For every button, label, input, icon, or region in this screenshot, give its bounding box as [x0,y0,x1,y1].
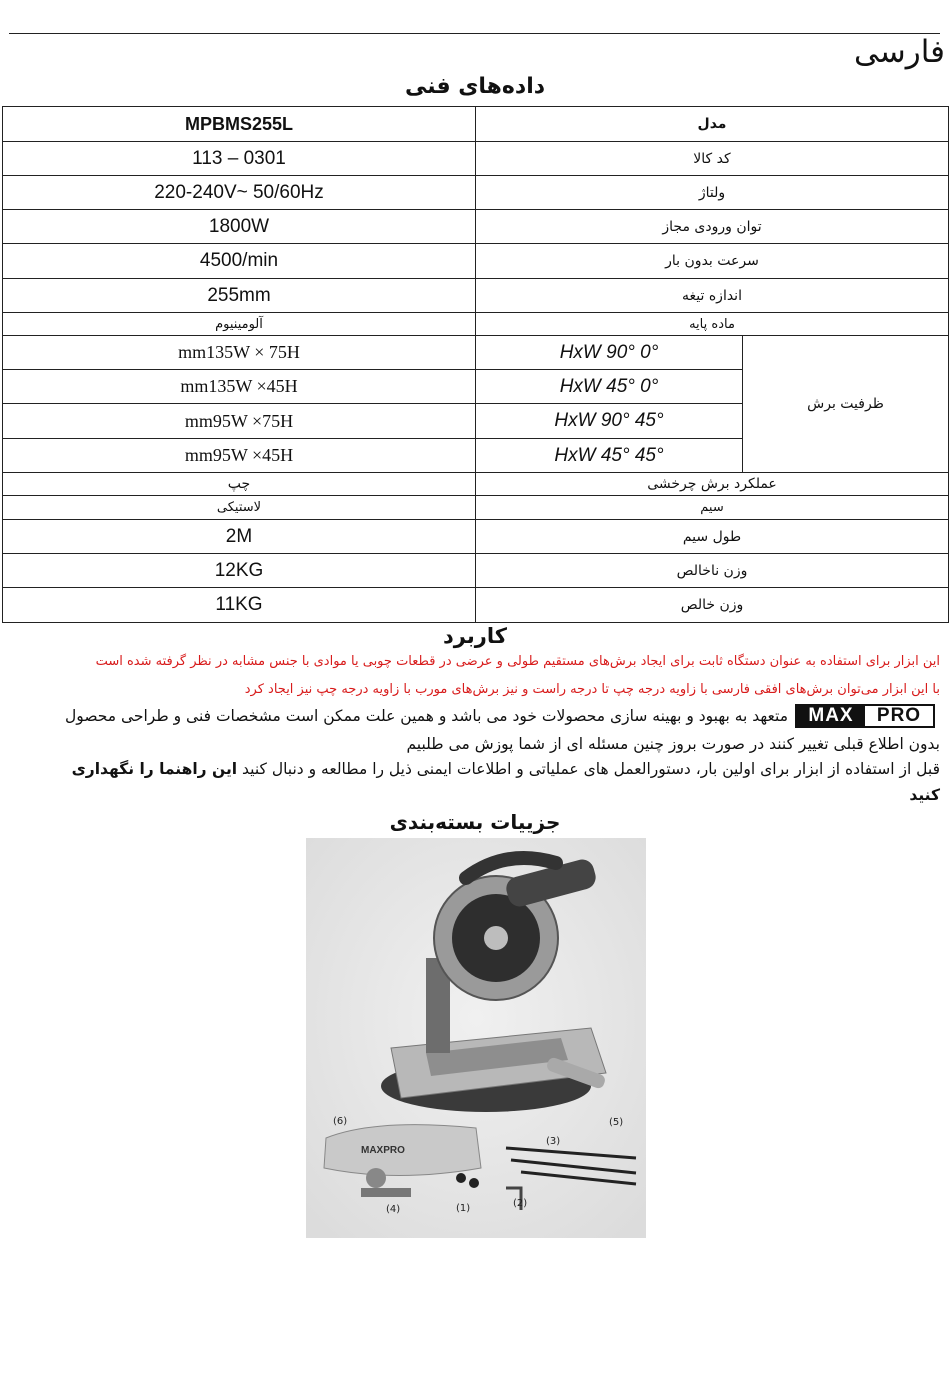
cable-label: سیم [476,496,949,520]
logo-pro: PRO [865,706,933,726]
maxpro-logo [795,704,935,728]
power-value: 1800W [3,210,476,244]
cable-length-label: طول سیم [476,520,949,554]
part-knob [456,1173,466,1183]
base-value: آلومینیوم [3,313,476,336]
package-photo [306,838,646,1238]
top-rule [9,33,940,34]
table-row [3,336,949,370]
table-row [3,279,949,313]
capacity-angle: HxW 90° 0° [476,336,743,370]
net-weight-value: 11KG [3,588,476,623]
code-label: کد کالا [476,142,949,176]
specs-title: داده‌های فنی [404,74,546,99]
part-label-4: (4) [386,1204,401,1215]
table-row [3,520,949,554]
table-row [3,473,949,496]
table-row [3,142,949,176]
capacity-label: ظرفیت برش [743,336,949,473]
capacity-value: mm135W × 75H [3,336,476,370]
voltage-label: ولتاژ [476,176,949,210]
table-row [3,210,949,244]
usage-line-5-bold: این راهنما را نگهداری [71,760,238,778]
gross-weight-label: وزن ناخالص [476,554,949,588]
capacity-angle: HxW 45° 0° [476,370,743,404]
saw-blade-center [484,926,508,950]
voltage-value: 220-240V~ 50/60Hz [3,176,476,210]
part-knob [469,1178,479,1188]
usage-line-5-text: قبل از استفاده از ابزار برای اولین بار، دستورالعمل های عملیاتی و اطلاعات ایمنی ذیل را مطالعه و دنبال کنید [237,760,940,778]
part-label-1: (1) [456,1203,471,1214]
usage-line-1: این ابزار برای استفاده به عنوان دستگاه ثابت برای ایجاد برش‌های مستقیم طولی و عرضی در قطعات چوبی یا موادی با جنس مشابه در نظر گرفته شده است [95,654,940,669]
table-row [3,107,949,142]
model-value: MPBMS255L [3,107,476,142]
spec-table [2,106,949,623]
base-label: ماده پایه [476,313,949,336]
capacity-value: mm95W ×75H [3,404,476,439]
part-label-5: (5) [609,1117,624,1128]
speed-value: 4500/min [3,244,476,279]
rotation-label: عملکرد برش چرخشی [476,473,949,496]
capacity-value: mm135W ×45H [3,370,476,404]
dust-bag-logo: MAXPRO [361,1145,405,1156]
capacity-angle: HxW 90° 45° [476,404,743,439]
cable-length-value: 2M [3,520,476,554]
table-row [3,176,949,210]
usage-line-5 [6,760,940,778]
blade-label: اندازه تیغه [476,279,949,313]
part-label-2: (2) [513,1198,528,1209]
table-row [3,496,949,520]
capacity-value: mm95W ×45H [3,439,476,473]
part-label-6: (6) [333,1116,348,1127]
table-row [3,244,949,279]
logo-max: MAX [797,706,865,726]
net-weight-label: وزن خالص [476,588,949,623]
table-row [3,313,949,336]
code-value: 113 – 0301 [3,142,476,176]
blade-value: 255mm [3,279,476,313]
usage-title: کاربرد [443,624,507,648]
language-heading: فارسی [853,34,945,70]
gross-weight-value: 12KG [3,554,476,588]
table-row [3,554,949,588]
usage-line-4: بدون اطلاع قبلی تغییر کنند در صورت بروز چنین مسئله ای از شما پوزش می طلبیم [406,735,940,753]
rotation-value: چپ [3,473,476,496]
speed-label: سرعت بدون بار [476,244,949,279]
capacity-angle: HxW 45° 45° [476,439,743,473]
clamp-wheel [366,1168,386,1188]
power-label: توان ورودی مجاز [476,210,949,244]
model-label: مدل [476,107,949,142]
table-row [3,588,949,623]
usage-line-2: با این ابزار می‌توان برش‌های افقی فارسی با زاویه درجه چپ تا درجه راست و نیز برش‌های مورب با زاویه درجه چپ نیز ایجاد کرد [244,682,940,697]
package-title: جزییات بسته‌بندی [389,810,561,834]
clamp-bar [361,1188,411,1197]
usage-line-6: کنید [909,786,940,804]
cable-value: لاستیکی [3,496,476,520]
part-label-3: (3) [546,1136,561,1147]
usage-line-3: متعهد به بهبود و بهینه سازی محصولات خود می باشد و همین علت ممکن است مشخصات فنی و طراحی محصول [65,707,788,725]
